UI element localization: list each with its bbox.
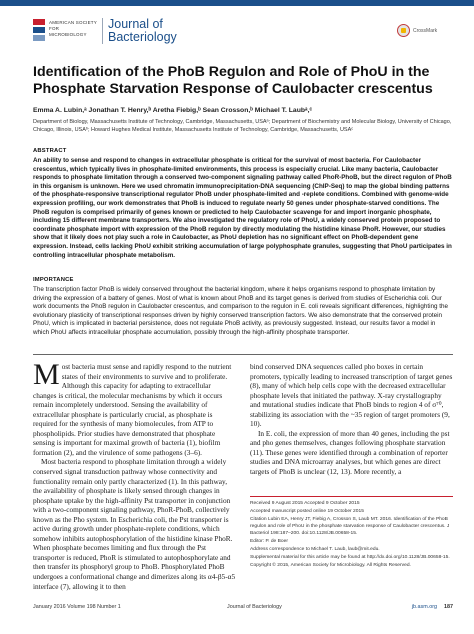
issue-info: January 2016 Volume 198 Number 1 [33,604,121,610]
journal-logo[interactable] [33,18,177,44]
correspondence[interactable]: Address correspondence to Michael T. Laub, laub@mit.edu. [250,546,380,552]
society-name: AMERICAN SOCIETY FOR MICROBIOLOGY [49,20,97,37]
intro-paragraph-2: Most bacteria respond to phosphate limitation through a widely conserved signal transduction pathway whose connectivity and functionality remain only partly characterized (1). In this pathway, the availability of phosphate is likely sensed through changes in phosphate uptake by the high-affinity Pst transporter in conjunction with a two-component signaling pathway, PhoR-PhoB, collectively known as the Pho system. In Escherichia coli, the Pst transporter is active during growth under phosphate-replete conditions, which somehow inhibits autophosphorylation of the histidine kinase PhoR. When phosphate becomes limiting and flux through the Pst transporter is reduced, PhoR is stimulated to autophosphorylate and then transfer its phosphoryl group to PhoB. Phosphorylated PhoB undergoes a conformational change and dimerizes along its α4-β5-α5 interface (7), allowing it to then [33,457,236,591]
article-info-box [250,496,453,572]
section-divider [33,354,453,355]
intro-paragraph-3: bind conserved DNA sequences called pho boxes in certain promoters, typically leading to increased transcription of target genes (8), many of which help cells cope with the decreased extracellular phosphate levels that initiated the pathway. X-ray crystallography and mutational studies indicate that PhoB binds to region 4 of σ⁷⁰, stabilizing its association with the ~35 region of target promoters (9, 10). [250,362,453,429]
journal-url-link[interactable]: jb.asm.org [411,604,437,610]
intro-paragraph-1: Most bacteria must sense and rapidly respond to the nutrient states of their environments to survive and to proliferate. Although this capacity for adapting to extracellular changes is critical, the molecular mechanisms by which it occurs remain incompletely understood. Sensing the availability of extracellular phosphate is particularly crucial, as phosphate is required for the synthesis of many biomolecules, from ATP to phospholipids. Prior studies have demonstrated that phosphate sensing is important for maximal growth of bacteria (1), biofilm formation (2), and the virulence of some pathogens (3–6). [33,358,232,457]
intro-paragraph-4: In E. coli, the expression of more than 40 genes, including the pst and pho genes themselves, changes following phosphate starvation (11). These genes were identified through a combination of reporter studies and DNA microarray analyses, but which genes are direct targets of PhoB is unclear (12, 13). More recently, a [250,428,450,477]
journal-name: Journal of Bacteriology [108,17,177,44]
editor: Editor: P. de Boer [250,538,288,544]
author-list: Emma A. Lubin,ᵃ Jonathan T. Henry,ᵇ Aretha Fiebig,ᵇ Sean Crosson,ᵇ Michael T. Laubᵃ,ᶜ [33,107,313,114]
accepted-manuscript: Accepted manuscript posted online 19 October 2015 [250,509,364,515]
asm-logo-mark [33,19,45,41]
logo-divider [102,18,103,44]
body-column-right [250,362,453,477]
importance-text: The transcription factor PhoB is widely conserved throughout the bacterial kingdom, where it helps organisms respond to phosphate limitation by driving the expression of a battery of genes. Most of what is known about PhoB and its target genes is derived from studies of Escherichia coli. Our work documents the PhoB regulon in Caulobacter crescentus, and comparison to the regulon in E. coli reveals significant differences, highlighting the evolutionary plasticity of transcriptional responses driven by highly conserved transcription factors. We also demonstrate that the conserved protein PhoU, which is implicated in bacterial persistence, does not regulate PhoB activity, as previously suggested. Instead, our results favor a model in which PhoU affects intracellular phosphate accumulation, possibly through the high-affinity phosphate transporter. [33,286,449,336]
page-footer [33,604,453,616]
affiliations: Department of Biology, Massachusetts Institute of Technology, Cambridge, Massachusetts, USAᵃ; Department of Biochemistry and Molecular Biology, University of Chicago, Chicago, Illinois, USAᵇ; Howard Hughes Medical Institute, Massachusetts Institute of Technology, Cambridge, Massachusetts, USAᶜ [33,119,452,133]
header-color-bar [0,0,474,6]
article-title: Identification of the PhoB Regulon and Role of PhoU in the Phosphate Starvation Response of Caulobacter crescentus [33,64,433,97]
importance-heading: IMPORTANCE [33,277,74,283]
received-dates: Received 9 August 2015 Accepted 9 October 2015 [250,501,360,506]
abstract-heading: ABSTRACT [33,148,67,154]
supplemental-material[interactable]: Supplemental material for this article may be found at http://dx.doi.org/10.1128/JB.00658-15. [250,555,450,561]
page-number: 187 [444,604,453,610]
crossmark-icon [397,24,410,37]
footer-journal: Journal of Bacteriology [227,604,282,610]
crossmark-label: CrossMark [413,27,438,34]
crossmark-badge[interactable] [397,24,437,37]
drop-cap: M [33,358,60,391]
copyright: Copyright © 2015, American Society for Microbiology. All Rights Reserved. [250,563,411,569]
citation[interactable]: Citation Lubin EA, Henry JT, Fiebig A, Crosson S, Laub MT. 2016. Identification of the PhoB regulon and role of PhoU in the phosphate starvation response of Caulobacter crescentus. J Bacteriol 198:187–200. doi:10.1128/JB.00658-15. [250,517,450,536]
abstract-text: An ability to sense and respond to changes in extracellular phosphate is critical for the survival of most bacteria. For Caulobacter crescentus, which typically lives in phosphate-limited environments, this process is especially crucial. Like many bacteria, Caulobacter responds to phosphate limitation through a conserved two-component signaling pathway called PhoR-PhoB, but the direct regulon of PhoB in this organism is unknown. Here we used chromatin immunoprecipitation-DNA sequencing (ChIP-Seq) to map the global binding patterns of the phosphate-responsive transcriptional regulator PhoB under phosphate-limited and -replete conditions. Combined with genome-wide expression profiling, our work demonstrates that PhoB is induced to regulate nearly 50 genes under phosphate-starved conditions. The PhoB regulon is comprised primarily of genes known or predicted to help Caulobacter scavenge for and import inorganic phosphate, including 15 different membrane transporters. We also investigated the regulatory role of PhoU, a widely conserved protein proposed to coordinate phosphate import with expression of the PhoB regulon by directly modulating the histidine kinase PhoR. However, our studies show that it likely does not play such a role in Caulobacter, as PhoU depletion has no significant effect on PhoB-dependent gene expression. Instead, cells lacking PhoU exhibit striking accumulation of large polyphosphate granules, suggesting that PhoU participates in controlling intracellular phosphate metabolism. [33,157,452,259]
body-column-left [33,358,236,591]
